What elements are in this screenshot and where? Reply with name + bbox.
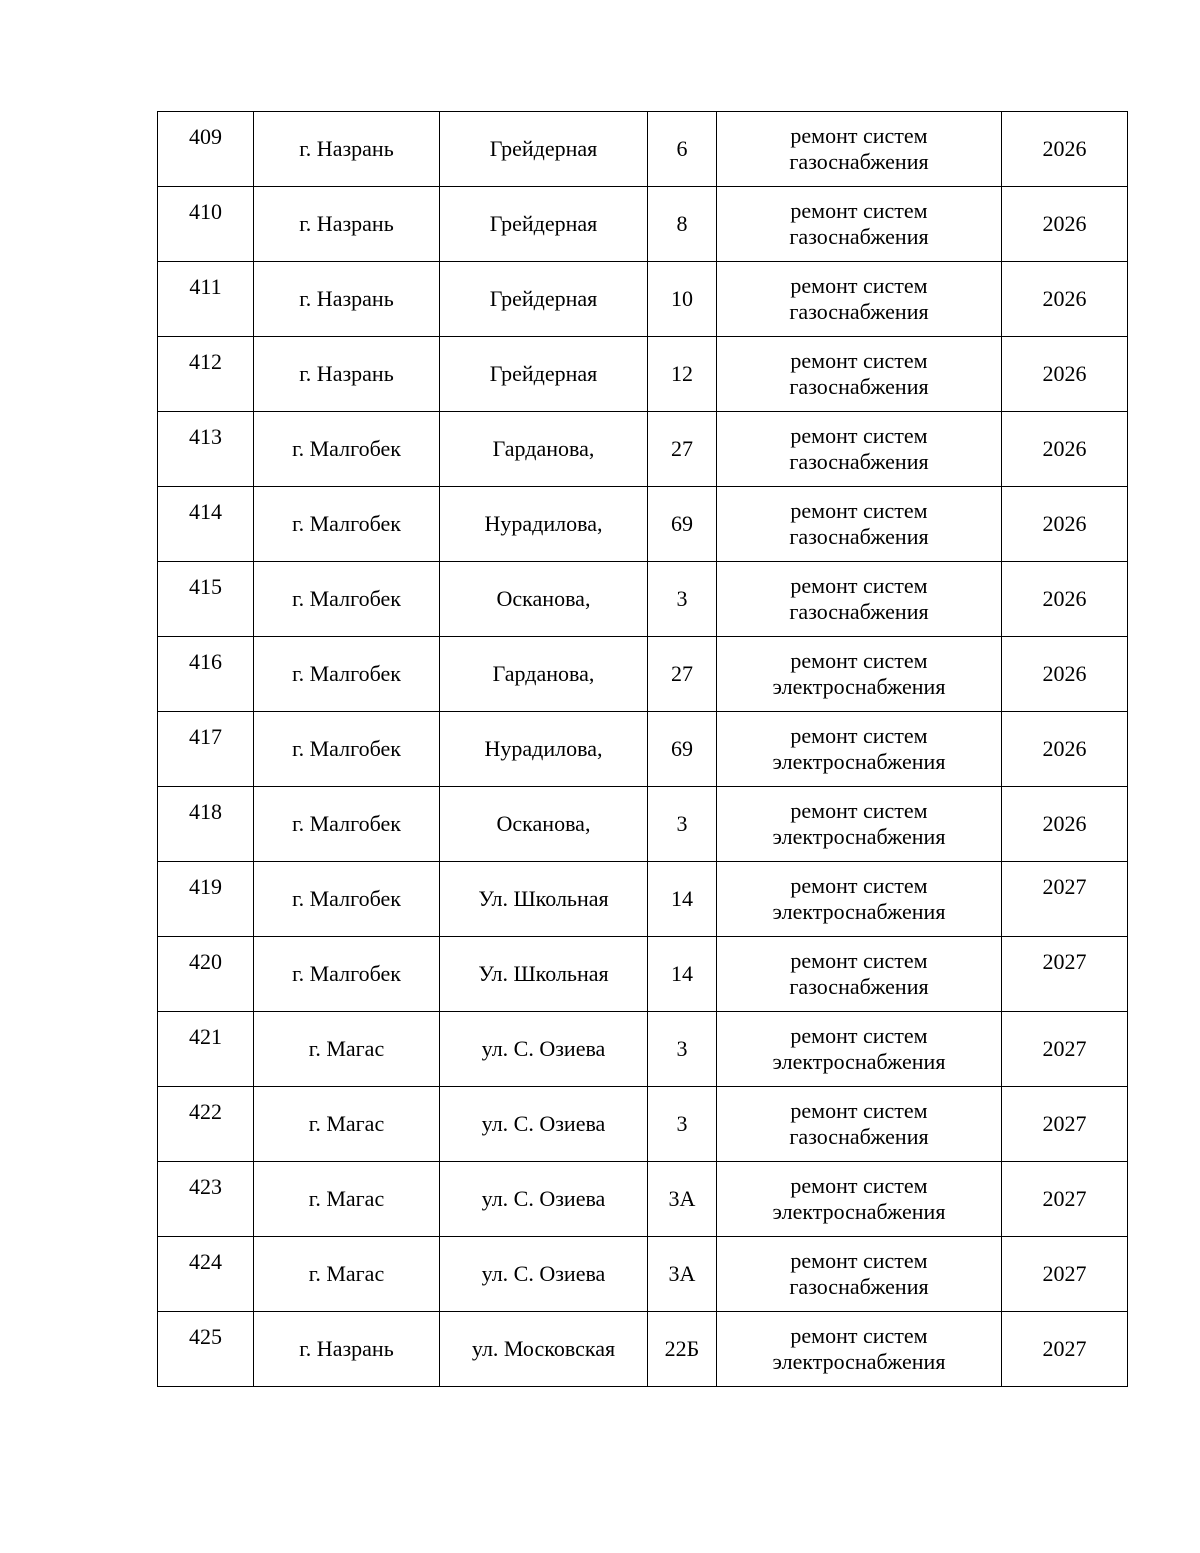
- year-cell: 2026: [1002, 262, 1128, 337]
- work-type-cell: [717, 262, 1002, 337]
- table-row: [158, 862, 1128, 937]
- table-row: [158, 1312, 1128, 1387]
- row-number-cell: 420: [158, 937, 254, 1012]
- year-cell: 2027: [1002, 1087, 1128, 1162]
- table-row: [158, 1237, 1128, 1312]
- house-number-cell: 3: [648, 787, 717, 862]
- work-type-line: газоснабжения: [789, 1274, 929, 1299]
- table-row: [158, 562, 1128, 637]
- street-cell: Осканова,: [440, 787, 648, 862]
- city-cell: г. Малгобек: [254, 487, 440, 562]
- row-number-cell: 416: [158, 637, 254, 712]
- table-body: [158, 112, 1128, 1387]
- year-cell: 2026: [1002, 412, 1128, 487]
- work-type-line: ремонт систем: [790, 1173, 928, 1198]
- house-number-cell: 10: [648, 262, 717, 337]
- work-type-line: ремонт систем: [790, 423, 928, 448]
- year-cell: 2027: [1002, 1162, 1128, 1237]
- work-type-line: ремонт систем: [790, 573, 928, 598]
- city-cell: г. Назрань: [254, 1312, 440, 1387]
- house-number-cell: 27: [648, 412, 717, 487]
- city-cell: г. Малгобек: [254, 412, 440, 487]
- work-type-line: ремонт систем: [790, 498, 928, 523]
- work-type-line: газоснабжения: [789, 299, 929, 324]
- work-type-line: ремонт систем: [790, 1023, 928, 1048]
- row-number-cell: 413: [158, 412, 254, 487]
- work-type-line: газоснабжения: [789, 224, 929, 249]
- work-type-cell: [717, 1237, 1002, 1312]
- house-number-cell: 3: [648, 1012, 717, 1087]
- row-number-cell: 412: [158, 337, 254, 412]
- table-row: [158, 187, 1128, 262]
- row-number-cell: 419: [158, 862, 254, 937]
- city-cell: г. Малгобек: [254, 637, 440, 712]
- work-type-line: ремонт систем: [790, 348, 928, 373]
- city-cell: г. Малгобек: [254, 562, 440, 637]
- street-cell: Ул. Школьная: [440, 862, 648, 937]
- work-type-line: ремонт систем: [790, 723, 928, 748]
- city-cell: г. Назрань: [254, 262, 440, 337]
- house-number-cell: 22Б: [648, 1312, 717, 1387]
- house-number-cell: 12: [648, 337, 717, 412]
- street-cell: ул. С. Озиева: [440, 1237, 648, 1312]
- street-cell: Гарданова,: [440, 637, 648, 712]
- year-cell: 2027: [1002, 862, 1128, 937]
- work-type-line: ремонт систем: [790, 948, 928, 973]
- work-type-line: ремонт систем: [790, 648, 928, 673]
- street-cell: ул. С. Озиева: [440, 1087, 648, 1162]
- work-type-line: газоснабжения: [789, 599, 929, 624]
- house-number-cell: 3А: [648, 1162, 717, 1237]
- work-type-line: газоснабжения: [789, 374, 929, 399]
- city-cell: г. Назрань: [254, 112, 440, 187]
- work-type-cell: [717, 862, 1002, 937]
- table-row: [158, 112, 1128, 187]
- work-type-line: ремонт систем: [790, 873, 928, 898]
- house-number-cell: 3А: [648, 1237, 717, 1312]
- street-cell: ул. Московская: [440, 1312, 648, 1387]
- year-cell: 2026: [1002, 187, 1128, 262]
- street-cell: Грейдерная: [440, 187, 648, 262]
- work-type-cell: [717, 337, 1002, 412]
- work-type-line: электроснабжения: [772, 674, 946, 699]
- year-cell: 2027: [1002, 1312, 1128, 1387]
- work-type-cell: [717, 112, 1002, 187]
- work-type-cell: [717, 1312, 1002, 1387]
- year-cell: 2026: [1002, 487, 1128, 562]
- street-cell: Грейдерная: [440, 337, 648, 412]
- house-number-cell: 3: [648, 1087, 717, 1162]
- city-cell: г. Магас: [254, 1012, 440, 1087]
- work-type-line: электроснабжения: [772, 899, 946, 924]
- row-number-cell: 418: [158, 787, 254, 862]
- house-number-cell: 27: [648, 637, 717, 712]
- street-cell: Ул. Школьная: [440, 937, 648, 1012]
- repair-schedule-table: [157, 111, 1128, 1387]
- table-row: [158, 937, 1128, 1012]
- street-cell: Гарданова,: [440, 412, 648, 487]
- city-cell: г. Малгобек: [254, 787, 440, 862]
- city-cell: г. Назрань: [254, 337, 440, 412]
- year-cell: 2026: [1002, 337, 1128, 412]
- year-cell: 2026: [1002, 562, 1128, 637]
- row-number-cell: 411: [158, 262, 254, 337]
- row-number-cell: 421: [158, 1012, 254, 1087]
- work-type-line: газоснабжения: [789, 449, 929, 474]
- work-type-line: электроснабжения: [772, 1199, 946, 1224]
- work-type-cell: [717, 787, 1002, 862]
- city-cell: г. Малгобек: [254, 712, 440, 787]
- work-type-cell: [717, 1087, 1002, 1162]
- city-cell: г. Магас: [254, 1087, 440, 1162]
- house-number-cell: 3: [648, 562, 717, 637]
- table-row: [158, 1012, 1128, 1087]
- city-cell: г. Малгобек: [254, 862, 440, 937]
- work-type-line: электроснабжения: [772, 824, 946, 849]
- city-cell: г. Малгобек: [254, 937, 440, 1012]
- work-type-cell: [717, 712, 1002, 787]
- work-type-line: газоснабжения: [789, 149, 929, 174]
- work-type-cell: [717, 1162, 1002, 1237]
- year-cell: 2026: [1002, 787, 1128, 862]
- table-row: [158, 1162, 1128, 1237]
- work-type-cell: [717, 487, 1002, 562]
- work-type-cell: [717, 937, 1002, 1012]
- row-number-cell: 422: [158, 1087, 254, 1162]
- year-cell: 2026: [1002, 637, 1128, 712]
- work-type-line: газоснабжения: [789, 524, 929, 549]
- work-type-line: электроснабжения: [772, 1049, 946, 1074]
- work-type-line: ремонт систем: [790, 1248, 928, 1273]
- city-cell: г. Магас: [254, 1237, 440, 1312]
- work-type-line: ремонт систем: [790, 123, 928, 148]
- year-cell: 2027: [1002, 937, 1128, 1012]
- house-number-cell: 14: [648, 937, 717, 1012]
- city-cell: г. Магас: [254, 1162, 440, 1237]
- work-type-cell: [717, 412, 1002, 487]
- street-cell: Грейдерная: [440, 112, 648, 187]
- year-cell: 2027: [1002, 1012, 1128, 1087]
- house-number-cell: 69: [648, 712, 717, 787]
- work-type-cell: [717, 1012, 1002, 1087]
- street-cell: Осканова,: [440, 562, 648, 637]
- table-row: [158, 787, 1128, 862]
- work-type-line: ремонт систем: [790, 1323, 928, 1348]
- work-type-line: газоснабжения: [789, 1124, 929, 1149]
- year-cell: 2027: [1002, 1237, 1128, 1312]
- table-row: [158, 1087, 1128, 1162]
- work-type-line: ремонт систем: [790, 798, 928, 823]
- house-number-cell: 6: [648, 112, 717, 187]
- street-cell: Грейдерная: [440, 262, 648, 337]
- work-type-line: электроснабжения: [772, 1349, 946, 1374]
- street-cell: Нурадилова,: [440, 712, 648, 787]
- row-number-cell: 409: [158, 112, 254, 187]
- row-number-cell: 417: [158, 712, 254, 787]
- house-number-cell: 8: [648, 187, 717, 262]
- row-number-cell: 410: [158, 187, 254, 262]
- house-number-cell: 69: [648, 487, 717, 562]
- row-number-cell: 414: [158, 487, 254, 562]
- row-number-cell: 423: [158, 1162, 254, 1237]
- work-type-cell: [717, 562, 1002, 637]
- house-number-cell: 14: [648, 862, 717, 937]
- table-row: [158, 712, 1128, 787]
- work-type-line: ремонт систем: [790, 1098, 928, 1123]
- work-type-cell: [717, 637, 1002, 712]
- year-cell: 2026: [1002, 112, 1128, 187]
- work-type-line: ремонт систем: [790, 198, 928, 223]
- row-number-cell: 424: [158, 1237, 254, 1312]
- table-row: [158, 637, 1128, 712]
- work-type-line: электроснабжения: [772, 749, 946, 774]
- table-row: [158, 487, 1128, 562]
- table-row: [158, 337, 1128, 412]
- work-type-line: ремонт систем: [790, 273, 928, 298]
- year-cell: 2026: [1002, 712, 1128, 787]
- row-number-cell: 415: [158, 562, 254, 637]
- work-type-cell: [717, 187, 1002, 262]
- street-cell: Нурадилова,: [440, 487, 648, 562]
- street-cell: ул. С. Озиева: [440, 1012, 648, 1087]
- city-cell: г. Назрань: [254, 187, 440, 262]
- work-type-line: газоснабжения: [789, 974, 929, 999]
- row-number-cell: 425: [158, 1312, 254, 1387]
- street-cell: ул. С. Озиева: [440, 1162, 648, 1237]
- table-row: [158, 412, 1128, 487]
- table-row: [158, 262, 1128, 337]
